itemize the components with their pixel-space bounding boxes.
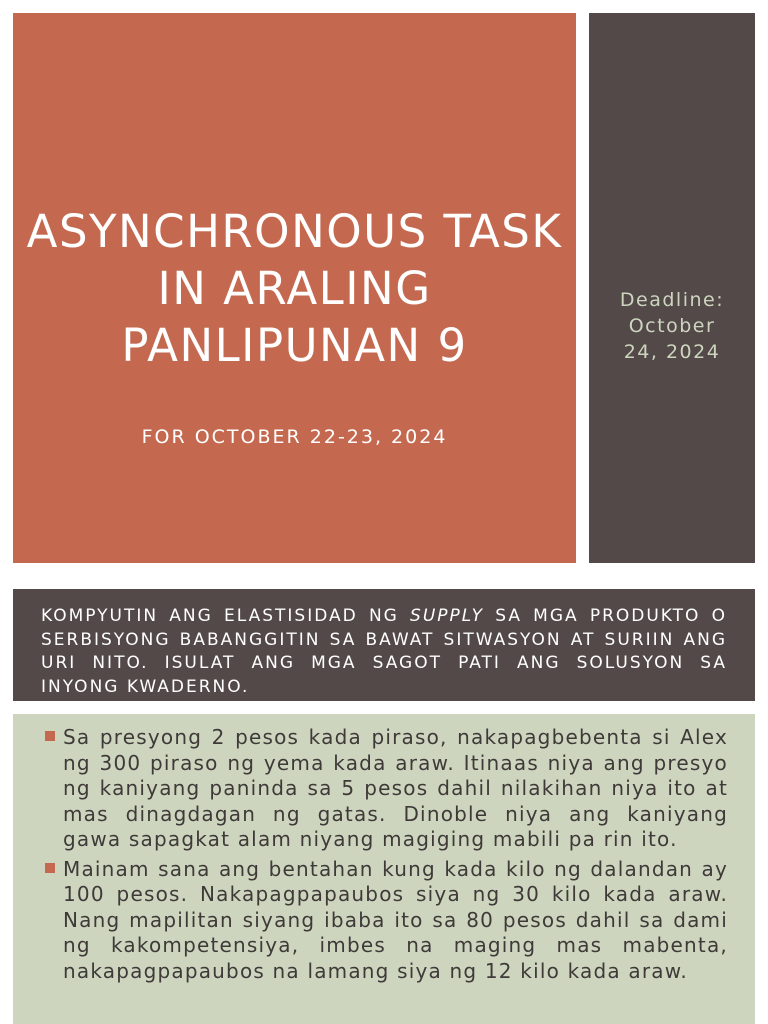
main-title: ASYNCHRONOUS TASK IN ARALING PANLIPUNAN 9 [26, 205, 563, 372]
list-item [45, 725, 728, 853]
deadline-text [589, 287, 755, 365]
deadline-month: October [628, 315, 716, 337]
instruction-bar [13, 589, 755, 701]
instruction-text [41, 605, 727, 699]
square-bullet-icon [45, 863, 55, 873]
subtitle: FOR OCTOBER 22-23, 2024 [141, 426, 448, 448]
instruction-part-2: SA MGA PRODUKTO O SERBISYONG BABANGGITIN SA BAWAT SITWASYON AT SURIIN ANG URI NITO. ISULAT ANG MGA SAGOT PATI ANG SOLUSYON SA INYONG KWADERNO. [41, 606, 727, 697]
list-item [45, 857, 728, 985]
situations-list [45, 725, 728, 984]
deadline-label: Deadline: [619, 289, 725, 311]
title-panel [13, 13, 576, 563]
situation-text: Mainam sana ang bentahan kung kada kilo ng dalandan ay 100 pesos. Nakapagpapaubos siya ng 30 kilo kada araw. Nang mapilitan siyang ibaba ito sa 80 pesos dahil sa dami ng kakompetensiya, imbes na maging mas mabenta, nakapagpapaubos na lamang siya ng 12 kilo kada araw. [63, 856, 728, 983]
square-bullet-icon [45, 731, 55, 741]
situations-panel [13, 714, 755, 1024]
instruction-part-1: KOMPYUTIN ANG ELASTISIDAD NG [41, 606, 411, 626]
situation-text: Sa presyong 2 pesos kada piraso, nakapagbebenta si Alex ng 300 piraso ng yema kada araw. Itinaas niya ang presyo ng kaniyang paninda sa 5 pesos dahil nilakihan niya ito at mas dinagdagan ng gatas. Dinoble niya ang kaniyang gawa sapagkat alam niyang magiging mabili pa rin ito. [63, 725, 728, 851]
deadline-date: 24, 2024 [623, 341, 721, 363]
instruction-italic-word: SUPPLY [410, 606, 485, 626]
deadline-panel [589, 13, 755, 563]
